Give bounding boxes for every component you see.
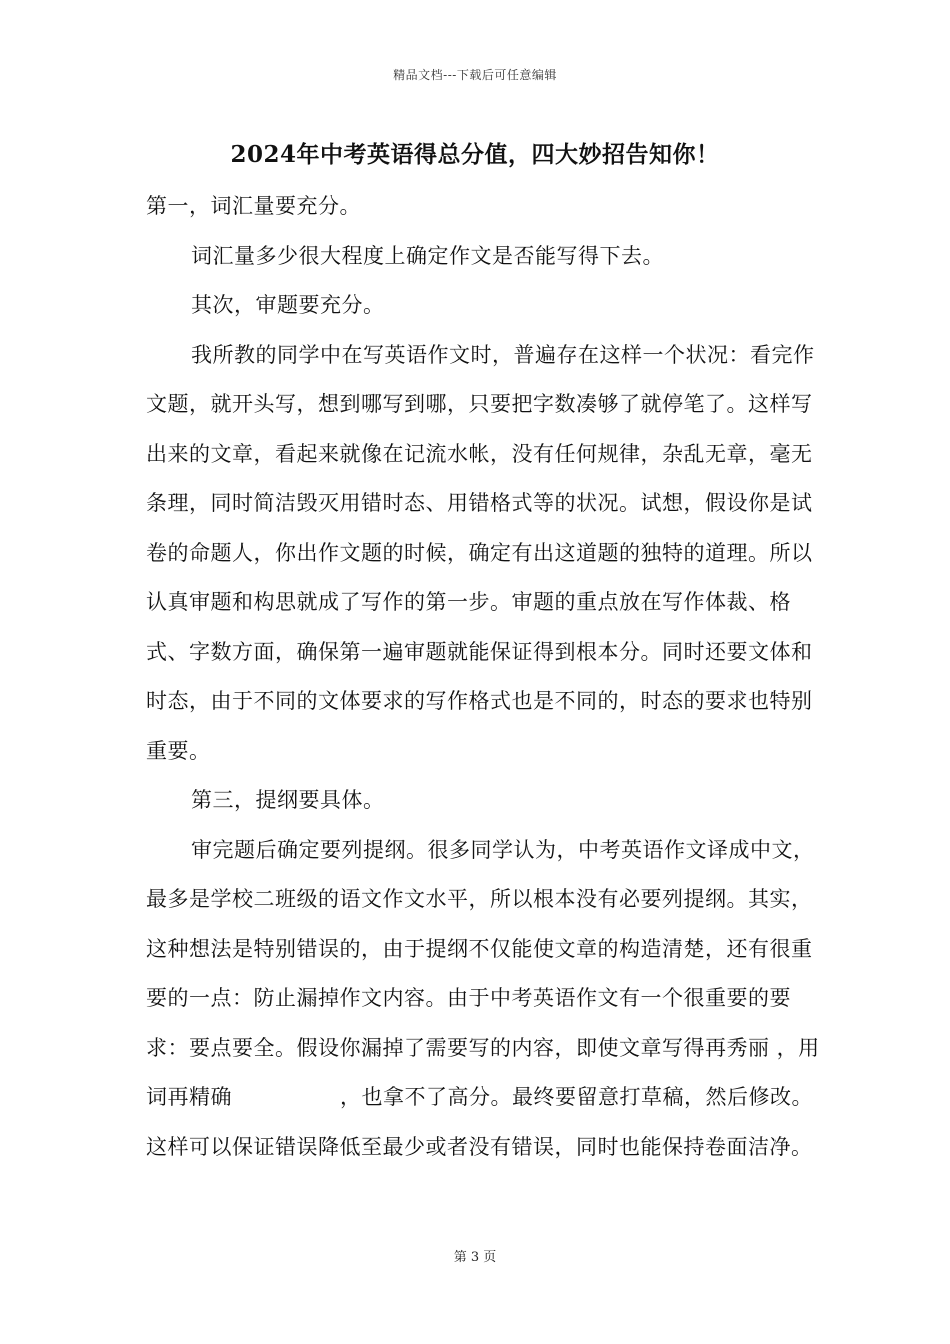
section-heading-2: 其次，审题要充分。 — [191, 293, 385, 317]
document-body — [146, 182, 826, 1172]
paragraph-outline-part-2: ，也拿不了高分。最终要留意打草稿，然后修改。这样可以保证错误降低至最少或者没有错误，同时也能保持卷面洁净。 — [146, 1085, 813, 1159]
paragraph-outline — [146, 826, 826, 1173]
paragraph-review-question: 我所教的同学中在写英语作文时，普遍存在这样一个状况：看完作文题，就开头写，想到哪写到哪，只要把字数凑够了就停笔了。这样写出来的文章，看起来就像在记流水帐，没有任何规律，杂乱无章，毫无条理，同时简洁毁灭用错时态、用错格式等的状况。试想，假设你是试卷的命题人，你出作文题的时候，确定有出这道题的独特的道理。所以认真审题和构思就成了写作的第一步。审题的重点放在写作体裁、格式、字数方面，确保第一遍审题就能保证得到根本分。同时还要文体和时态，由于不同的文体要求的写作格式也是不同的，时态的要求也特别重要。 — [146, 342, 815, 763]
paragraph-outline-part-1: 审完题后确定要列提纲。很多同学认为，中考英语作文译成中文，最多是学校二班级的语文作文水平，所以根本没有必要列提纲。其实，这种想法是特别错误的，由于提纲不仅能使文章的构造清楚，还有很重要的一点：防止漏掉作文内容。由于中考英语作文有一个很重要的要求：要点要全。假设你漏掉了需要写的内容，即使文章写得再秀丽 ，用词再精确 — [146, 837, 820, 1109]
paragraph-vocabulary: 词汇量多少很大程度上确定作文是否能写得下去。 — [191, 243, 664, 268]
section-heading-1: 第一，词汇量要充分。 — [146, 194, 361, 218]
page-header: 精品文档---下载后可任意编辑 — [393, 68, 557, 82]
document-title: 2024年中考英语得总分值，四大妙招告知你！ — [230, 141, 720, 168]
section-heading-3: 第三，提纲要具体。 — [191, 788, 385, 812]
page-number: 第 3 页 — [453, 1250, 497, 1265]
